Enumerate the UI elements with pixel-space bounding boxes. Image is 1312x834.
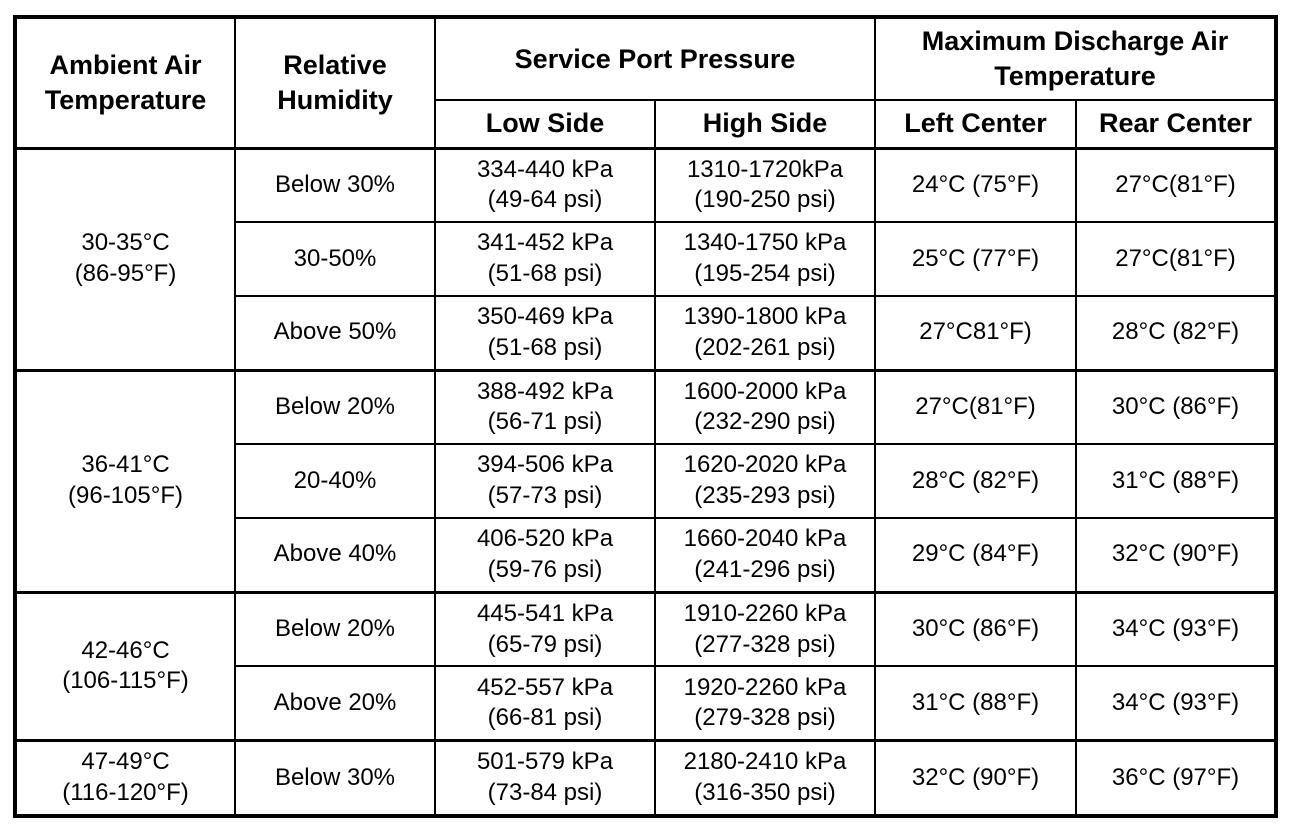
ambient-group-30-35 [15,148,1276,370]
rear-center-cell: 31°C (88°F) [1076,444,1276,518]
low-side-cell: 388-492 kPa (56-71 psi) [435,370,655,444]
table-row [15,370,1276,444]
low-side-cell: 350-469 kPa (51-68 psi) [435,296,655,370]
table-row [15,741,1276,816]
rear-center-cell: 34°C (93°F) [1076,666,1276,740]
left-center-cell: 31°C (88°F) [875,666,1076,740]
left-center-cell: 27°C81°F) [875,296,1076,370]
ambient-group-42-46 [15,592,1276,740]
low-side-cell: 341-452 kPa (51-68 psi) [435,222,655,296]
rear-center-cell: 30°C (86°F) [1076,370,1276,444]
ambient-group-47-49 [15,741,1276,816]
left-center-cell: 24°C (75°F) [875,148,1076,222]
rear-center-cell: 28°C (82°F) [1076,296,1276,370]
high-side-cell: 1620-2020 kPa (235-293 psi) [655,444,875,518]
humidity-cell: Below 20% [235,592,435,666]
low-side-cell: 452-557 kPa (66-81 psi) [435,666,655,740]
table-header [15,17,1276,148]
rear-center-cell: 36°C (97°F) [1076,741,1276,816]
table-row [15,592,1276,666]
humidity-cell: Above 50% [235,296,435,370]
high-side-cell: 1910-2260 kPa (277-328 psi) [655,592,875,666]
ambient-temperature-cell: 47-49°C (116-120°F) [15,741,235,816]
service-port-pressure-header: Service Port Pressure [435,17,875,100]
left-center-cell: 25°C (77°F) [875,222,1076,296]
low-side-header: Low Side [435,100,655,148]
left-center-cell: 28°C (82°F) [875,444,1076,518]
rear-center-header: Rear Center [1076,100,1276,148]
ac-performance-table [13,15,1278,818]
rear-center-cell: 27°C(81°F) [1076,148,1276,222]
low-side-cell: 406-520 kPa (59-76 psi) [435,518,655,592]
left-center-cell: 29°C (84°F) [875,518,1076,592]
ambient-air-temperature-header: Ambient Air Temperature [15,17,235,148]
humidity-cell: Above 40% [235,518,435,592]
ambient-temperature-cell: 36-41°C (96-105°F) [15,370,235,592]
low-side-cell: 501-579 kPa (73-84 psi) [435,741,655,816]
high-side-cell: 1660-2040 kPa (241-296 psi) [655,518,875,592]
high-side-cell: 1600-2000 kPa (232-290 psi) [655,370,875,444]
low-side-cell: 334-440 kPa (49-64 psi) [435,148,655,222]
max-discharge-air-temperature-header: Maximum Discharge Air Temperature [875,17,1276,100]
humidity-cell: 20-40% [235,444,435,518]
humidity-cell: Below 30% [235,741,435,816]
left-center-cell: 27°C(81°F) [875,370,1076,444]
ambient-group-36-41 [15,370,1276,592]
rear-center-cell: 34°C (93°F) [1076,592,1276,666]
humidity-cell: Below 30% [235,148,435,222]
high-side-cell: 1310-1720kPa (190-250 psi) [655,148,875,222]
high-side-cell: 1340-1750 kPa (195-254 psi) [655,222,875,296]
high-side-cell: 1390-1800 kPa (202-261 psi) [655,296,875,370]
ambient-temperature-cell: 42-46°C (106-115°F) [15,592,235,740]
high-side-header: High Side [655,100,875,148]
humidity-cell: 30-50% [235,222,435,296]
high-side-cell: 2180-2410 kPa (316-350 psi) [655,741,875,816]
rear-center-cell: 32°C (90°F) [1076,518,1276,592]
low-side-cell: 445-541 kPa (65-79 psi) [435,592,655,666]
low-side-cell: 394-506 kPa (57-73 psi) [435,444,655,518]
ambient-temperature-cell: 30-35°C (86-95°F) [15,148,235,370]
table-row [15,148,1276,222]
humidity-cell: Below 20% [235,370,435,444]
high-side-cell: 1920-2260 kPa (279-328 psi) [655,666,875,740]
relative-humidity-header: Relative Humidity [235,17,435,148]
humidity-cell: Above 20% [235,666,435,740]
left-center-cell: 32°C (90°F) [875,741,1076,816]
left-center-cell: 30°C (86°F) [875,592,1076,666]
rear-center-cell: 27°C(81°F) [1076,222,1276,296]
left-center-header: Left Center [875,100,1076,148]
